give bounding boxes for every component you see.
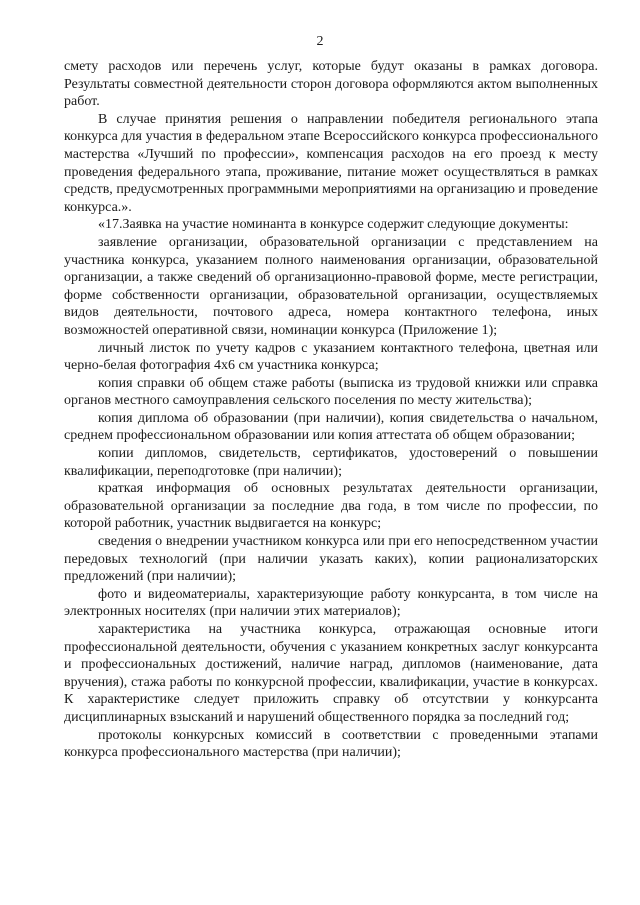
list-item-statement: заявление организации, образовательной организации с представлением на участника конкурса, указанием полного наименования организации, образовательной организации, а также сведений об организационно-правовой форме, месте регистрации, форме собственности организации, образовательной организации, осуществляемых видов деятельности, почтового адреса, номера контактного телефона, иных возможностей оперативной связи, номинации конкурса (Приложение 1); xyxy=(64,234,598,338)
document-body xyxy=(64,58,598,762)
list-item-technologies: сведения о внедрении участником конкурса или при его непосредственном участии передовых технологий (при наличии указать каких), копии рационализаторских предложений (при наличии); xyxy=(64,534,598,585)
list-item-characteristic: характеристика на участника конкурса, отражающая основные итоги профессиональной деятельности, обучения с указанием конкретных заслуг конкурсанта и профессиональных достижений, наличие наград, дипломов (наименование, дата вручения), стажа работы по конкурсной профессии, квалификации, участие в конкурсах. К характеристике следует приложить справку об отсутствии у конкурсанта дисциплинарных взысканий и нарушений общественного порядка за последний год; xyxy=(64,622,598,725)
list-item-personnel-sheet: личный листок по учету кадров с указанием контактного телефона, цветная или черно-белая фотография 4х6 см участника конкурса; xyxy=(64,340,598,374)
paragraph-federal-stage: В случае принятия решения о направлении победителя регионального этапа конкурса для участия в федеральном этапе Всероссийского конкурса профессионального мастерства «Лучший по профессии», компенсация расходов на его проезд к месту проведения федерального этапа, проживание, питание может осуществляться в рамках средств, предусмотренных программными мероприятиями на организацию и проведение конкурса.». xyxy=(64,111,598,215)
page-number: 2 xyxy=(316,34,324,49)
paragraph-continuation: смету расходов или перечень услуг, которые будут оказаны в рамках договора. Результаты совместной деятельности сторон договора оформляются актом выполненных работ. xyxy=(64,59,598,110)
list-item-education-diploma: копия диплома об образовании (при наличии), копия свидетельства о начальном, среднем профессиональном образовании или копия аттестата об общем образовании; xyxy=(64,410,598,444)
paragraph-application-header: «17.Заявка на участие номинанта в конкурсе содержит следующие документы: xyxy=(98,217,569,233)
list-item-work-experience: копия справки об общем стаже работы (выписка из трудовой книжки или справка органов местного самоуправления сельского поселения по месту жительства); xyxy=(64,375,598,409)
list-item-qualification-certificates: копии дипломов, свидетельств, сертификатов, удостоверений о повышении квалификации, переподготовке (при наличии); xyxy=(64,446,598,479)
list-item-photo-video: фото и видеоматериалы, характеризующие работу конкурсанта, в том числе на электронных носителях (при наличии этих материалов); xyxy=(64,586,598,620)
list-item-protocols: протоколы конкурсных комиссий в соответствии с проведенными этапами конкурса профессионального мастерства (при наличии); xyxy=(64,727,598,761)
list-item-brief-info: краткая информация об основных результатах деятельности организации, образовательной организации за последние два года, в том числе по профессии, по которой работник, участник выдвигается на конкурс; xyxy=(64,481,598,532)
